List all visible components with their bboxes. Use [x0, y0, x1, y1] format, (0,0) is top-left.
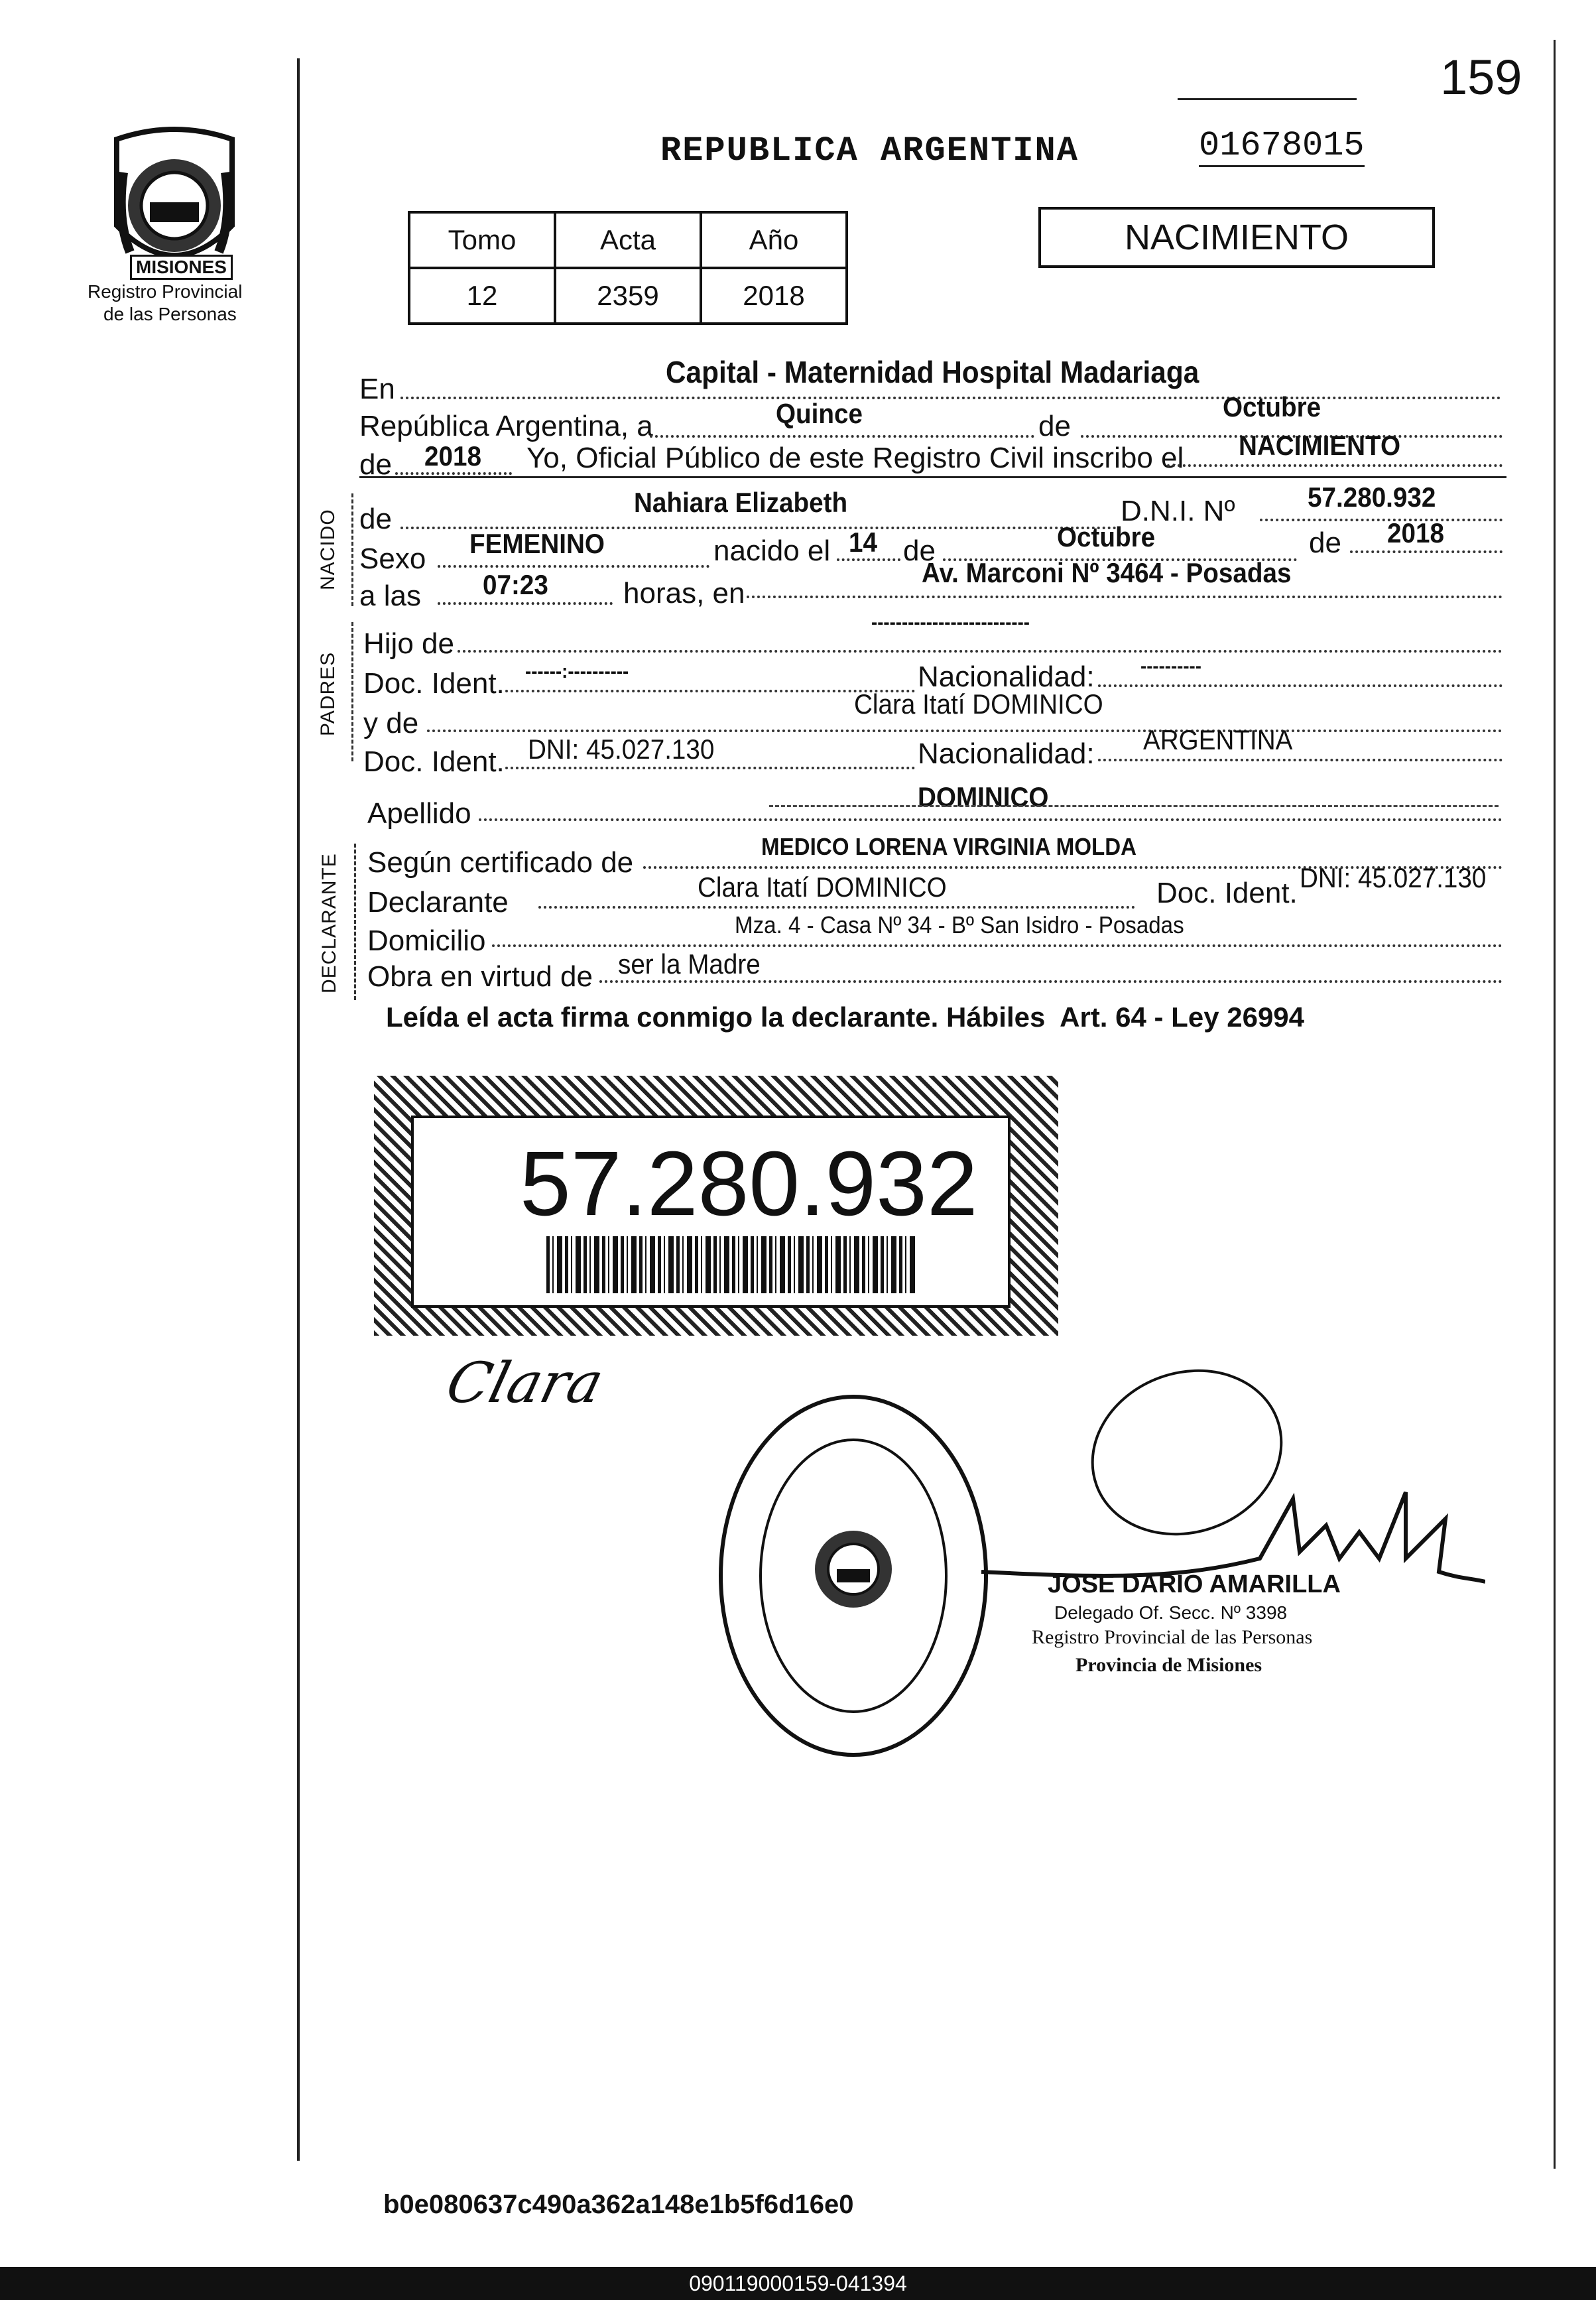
value-padre: -------------------------- — [871, 611, 1030, 633]
logo-caption-line2: de las Personas — [103, 304, 237, 324]
value-madre-doc: DNI: 45.027.130 — [528, 734, 715, 765]
registry-header: Acta — [555, 212, 701, 268]
value-nombre: Nahiara Elizabeth — [634, 487, 848, 518]
dots-dia — [650, 435, 1034, 438]
dots-year — [395, 472, 512, 475]
value-dni: 57.280.932 — [1308, 481, 1436, 513]
label-segun-cert: Según certificado de — [367, 846, 634, 879]
bracket-declarante — [354, 844, 356, 1000]
label-a-las: a las — [359, 580, 421, 612]
declarante-signature: Clara — [440, 1350, 610, 1415]
side-label-padres: PADRES — [317, 651, 339, 736]
document-hash: b0e080637c490a362a148e1b5f6d16e0 — [383, 2190, 854, 2219]
label-doc-ident3: Doc. Ident. — [1156, 877, 1298, 909]
left-margin-line — [297, 58, 300, 2161]
official-office: Registro Provincial de las Personas — [1032, 1626, 1313, 1648]
label-domicilio: Domicilio — [367, 925, 486, 957]
label-de2: de — [903, 535, 936, 567]
label-sexo: Sexo — [359, 543, 426, 575]
dots-obra — [599, 980, 1503, 983]
apellido-underline — [769, 805, 1499, 807]
bracket-nacido — [351, 493, 353, 606]
label-declarante: Declarante — [367, 886, 509, 919]
label-doc-ident: Doc. Ident. — [363, 667, 505, 700]
logo-caption-line1: Registro Provincial — [88, 281, 243, 302]
label-apellido: Apellido — [367, 797, 471, 830]
registry-header: Año — [701, 212, 847, 268]
dots-inscribe — [1167, 464, 1503, 467]
value-lugar: Capital - Maternidad Hospital Madariaga — [666, 355, 1199, 389]
dots-padre-nac — [1098, 684, 1503, 687]
value-certificado: MEDICO LORENA VIRGINIA MOLDA — [761, 833, 1137, 860]
label-nacionalidad: Nacionalidad: — [918, 661, 1095, 693]
section-divider — [359, 476, 1506, 478]
label-obra: Obra en virtud de — [367, 960, 593, 993]
footer-code: 090119000159-041394 — [0, 2267, 1596, 2300]
registry-value: 2359 — [555, 268, 701, 324]
page-title: REPUBLICA ARGENTINA — [660, 131, 1079, 170]
closing-statement: Leída el acta firma conmigo la declarante. Hábiles Art. 64 - Ley 26994 — [386, 1001, 1305, 1033]
dots-hora — [438, 602, 613, 605]
value-padre-doc: ------:---------- — [525, 661, 629, 682]
label-hijo-de: Hijo de — [363, 627, 454, 660]
side-label-nacido: NACIDO — [317, 509, 339, 590]
label-de-year: de — [359, 448, 392, 481]
dots-sexo — [438, 565, 709, 568]
value-obra: ser la Madre — [618, 948, 761, 980]
dots-madre — [427, 730, 1503, 732]
dots-madre-doc — [505, 767, 915, 769]
logo-text-bottom: MISIONES — [130, 255, 233, 280]
registry-header: Tomo — [409, 212, 555, 268]
serial-number: 01678015 — [1199, 126, 1365, 167]
value-madre: Clara Itatí DOMINICO — [854, 688, 1103, 720]
dots-lugar-nac — [747, 596, 1503, 598]
official-seal-icon — [711, 1383, 996, 1768]
side-label-declarante: DECLARANTE — [318, 853, 340, 993]
value-domicilio: Mza. 4 - Casa Nº 34 - Bº San Isidro - Posadas — [735, 911, 1184, 938]
act-type-box: NACIMIENTO — [1038, 207, 1435, 268]
label-horas-en: horas, en — [623, 577, 745, 609]
dots-anio-nac — [1350, 550, 1503, 553]
label-de: de — [1038, 410, 1071, 442]
official-name: JOSE DARIO AMARILLA — [1048, 1570, 1341, 1598]
label-nacionalidad2: Nacionalidad: — [918, 737, 1095, 770]
dni-barcode-card — [374, 1076, 1058, 1336]
dots-dia-nac — [837, 558, 900, 561]
value-mes-nac: Octubre — [1057, 521, 1156, 552]
value-anio-nac: 2018 — [1387, 517, 1444, 548]
right-margin-line — [1554, 40, 1556, 2169]
dots-domicilio — [492, 944, 1503, 947]
value-declarante: Clara Itatí DOMINICO — [698, 871, 947, 903]
label-nacido-de: de — [359, 503, 392, 535]
registry-value: 2018 — [701, 268, 847, 324]
value-mes: Octubre — [1223, 391, 1321, 422]
value-padre-nac: ---------- — [1140, 655, 1201, 677]
label-en: En — [359, 373, 395, 405]
official-role: Delegado Of. Secc. Nº 3398 — [1054, 1602, 1288, 1623]
bracket-padres — [351, 622, 353, 761]
value-dia: Quince — [776, 398, 863, 429]
dots-padre — [458, 650, 1503, 653]
dots-declarante — [538, 906, 1135, 909]
dots-dni — [1260, 519, 1503, 521]
page-number: 159 — [1440, 50, 1522, 105]
label-dni: D.N.I. Nº — [1121, 495, 1235, 527]
value-hora: 07:23 — [483, 569, 548, 600]
registry-value: 12 — [409, 268, 555, 324]
dots-madre-nac — [1098, 759, 1503, 761]
dots-apellido — [479, 818, 1503, 821]
serial-top-line — [1178, 98, 1357, 100]
dots-en — [400, 397, 1501, 399]
registry-table — [408, 211, 848, 325]
value-dia-nac: 14 — [849, 527, 877, 558]
label-republica: República Argentina, a — [359, 410, 653, 442]
label-nacido-el: nacido el — [713, 535, 831, 567]
label-de3: de — [1309, 527, 1341, 559]
value-declarante-doc: DNI: 45.027.130 — [1300, 862, 1487, 893]
barcode-number: 57.280.932 — [520, 1133, 978, 1235]
official-province: Provincia de Misiones — [1075, 1654, 1262, 1676]
value-apellido: DOMINICO — [918, 781, 1049, 812]
barcode-icon — [546, 1236, 918, 1293]
value-sexo: FEMENINO — [469, 528, 605, 559]
value-inscribe: NACIMIENTO — [1239, 430, 1401, 461]
value-lugar-nac: Av. Marconi Nº 3464 - Posadas — [922, 557, 1292, 588]
label-y-de: y de — [363, 707, 419, 739]
value-madre-nac: ARGENTINA — [1143, 724, 1293, 755]
label-yo-oficial: Yo, Oficial Público de este Registro Civil inscribo el — [526, 442, 1184, 474]
value-anio: 2018 — [424, 440, 481, 472]
label-doc-ident2: Doc. Ident. — [363, 745, 505, 778]
